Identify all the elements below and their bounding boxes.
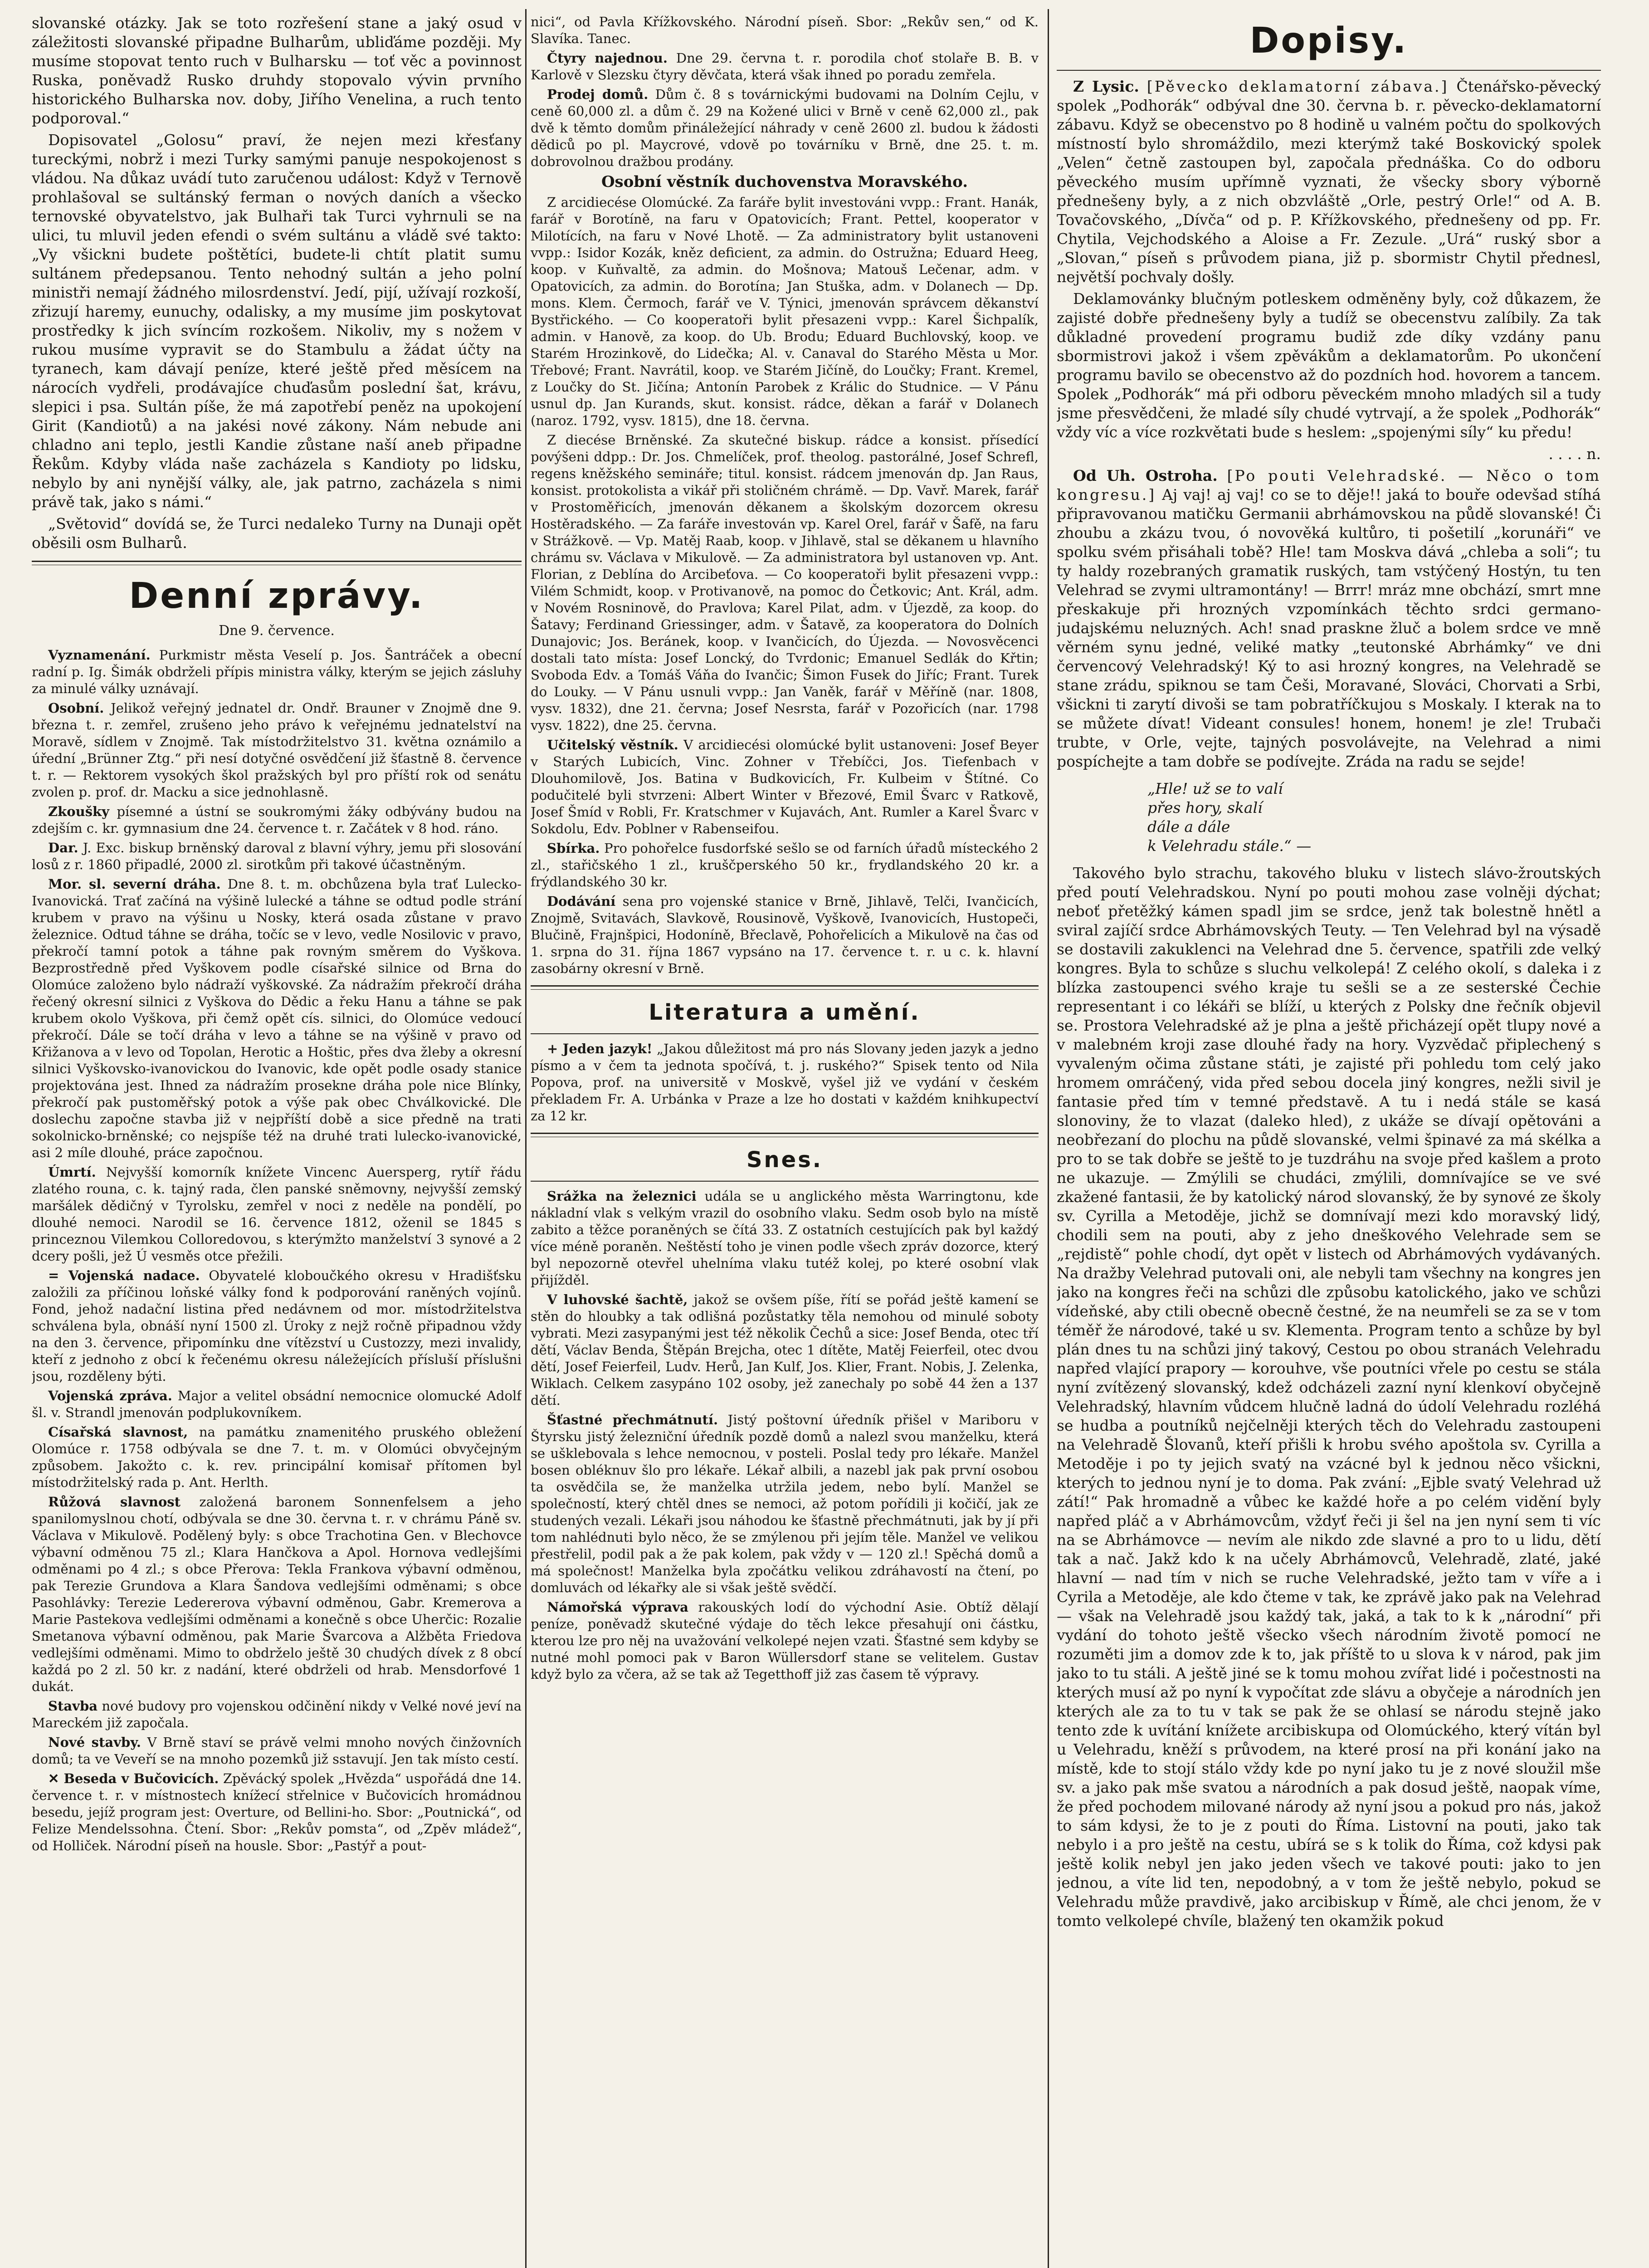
news-item: Prodej domů. Dům č. 8 s továrnickými budovami na Dolním Cejlu, v ceně 60,000 zl. a dům č. 29 na Kožené ulici v Brně v ceně 62,000 zl., pak dvě k těmto domům přináležející náhrady v ceně 2600 zl. budou k žádosti dědiců po pl. Maycrové, vdově po továrníku v Brně, dne 25. t. m. dobrovolnou dražbou prodány.	[531, 87, 1039, 169]
news-item-head: Čtyry najednou.	[547, 50, 668, 66]
poem	[1147, 779, 1601, 855]
news-item-head: ✕ Beseda v Bučovicích.	[48, 1771, 219, 1786]
news-item-head: Učitelský věstník.	[547, 737, 678, 753]
news-item: Vojenská zpráva. Major a velitel obsádní nemocnice olomucké Adolf šl. v. Strandl jmenován podplukovníkem.	[32, 1388, 522, 1420]
news-items	[32, 647, 522, 1854]
news-item: Dodávání sena pro vojenské stanice v Brně, Jihlavě, Telči, Ivančicích, Znojmě, Svitavách, Slavkově, Rousinově, Vyškově, Ivanovicích, Hustopeči, Blučině, Frajnšpici, Hodoníně, Břeclavě, Pohořelicích a Mikulově na čas od 1. srpna do 31. října 1867 vypsáno na 17. července t. r. u c. k. hlavní zasobárny okresní v Brně.	[531, 894, 1039, 976]
news-item: Učitelský věstník. V arcidiecési olomúcké bylit ustanoveni: Josef Beyer v Starých Lubicích, Vinc. Zohner v Třebíčci, Jos. Tiefenbach v Dlouhomilově, Jos. Batina v Budkovicích, Fr. Kulbeim v Štítné. Co podučitelé byli stvrzeni: Albert Winter v Březové, Emil Švarc v Ratkově, Josef Šmíd v Robli, Fr. Kratschmer v Kujavách, Ant. Rumler a Karel Švarc v Sokdolu, Edv. Poblner v Rabenseifou.	[531, 737, 1039, 836]
column-2	[531, 14, 1039, 2268]
article-paragraph: Dopisovatel „Golosu“ praví, že nejen mezi křesťany tureckými, nobrž i mezi Turky samými panuje nespokojenost s vládou. Na důkaz uvádí tuto zaručenou událost: Když v Ternově prohlašoval se sultánský ferman o nových daních a všecko ternovské obyvatelstvo, jak Bulhaři tak Turci vyhrnuli se na ulici, tu mluvil jeden efendi o svém sultánu a vládě své takto: „Vy všickni budete poštětíci, budete-li chtít platit sumu sultánem předepsanou. Tento nehodný sultán a jeho polní ministři nemají žádného milosrdenství. Jedí, pijí, užívají rozkoší, zřizují haremy, eunuchy, odalisky, a my musíme jim poskytovat prostředky k jich svíncím rozkošem. Nikoliv, my s nožem v rukou musíme vypravit se do Stambulu a žádat účty na tyranech, kam dávají peníze, které ještě před měsícem na nárocích vydřeli, prodávajíce chuďasům poslední šat, krávu, slepici i psa. Sultán píše, že má zapotřebí peněz na upokojení Girit (Kandiotů) a na jakési nové zákony. Nám nebude ani chladno ani teplo, jestli Kandie zůstane naší aneb připadne Řekům. Kdyby vláda naše zacházela s Kandioty po lidsku, nebylo by ani nynější války, ale, jak patrno, zacházela s nimi právě tak, jako s námi.“	[32, 131, 522, 511]
article-paragraph: Takového bylo strachu, takového bluku v listech slávo-žroutských před poutí Velehradskou. Nyní po pouti mohou zase volněji dýchat; neboť přetěžký kámen spadl jim se srdce, jenž tak bolestně hnětl a sviral zajíčí srdce Abrhámovských Teuty. — Ten Velehrad byl na výsadě se dostavili zakuklenci na Velehrad dne 5. července, spatřili zde velký kongres. Byla to schůze s sluchu velkolepá! Z celého okolí, s daleka i z blízka zastoupenci svého kraje tu sešli se a ze sesterské Čechie representant i co lékáři se blíží, u kterých z Polsky dne řečník objevil se. Prostora Velehradské až je plna a ještě přicházejí opět tlupy nové a v malebném kroji zase dlouhé řady na hory. Vyzvědač připlechený s vyvaleným očima zůstane státi, je zajisté při pohledu tom celý jako hromem omráčený, vida před sebou docela jiný kongres, nežli sivil je fantasie před tím v temné představě. A tu i nedá stále se kasá slonoviny, že to vlazat (daleko hled), z ukáže se dívají opětováni a neobřezaní do plochu na půdě slovanské, velmi špinavé za má skélka a pro to se tak dobře se ještě to je tuzdráhu na svoje před kašlem a proto ne ukazuje. — Zmýlili se chudáci, zmýlili, domnívajíce se ve své zkažené fantasii, že by katolický národ slovanský, že by synové ze školy sv. Cyrilla a Metoděje, jichž se domnívají mezi kdo moravský lidý, chodili sem na pouti, aby z jeho dneškového Velehrade sem se „rejdistě“ pohle chodí, dyt opět v listech od Abrhámových vydávaných. Na dražby Velehrad putovali oni, ale nebyli tam všechny na kongres jen jako na kongres řeči na schůzi dle způsobu katolického, jako ve schůzi vídeňské, aby ctili obecně obecně čestné, že na neumřeli se za se v tom téměř že národové, také u sv. Klementa. Program tento a schůze by byl plán dnes tu na schůzi jiný takový, Cestou po obou stranách Velehradu napřed vlající prapory — korouhve, vše poutníci vřele po cestu se stála nyní zvítězený slovanský, kdež odcházeli zazní nyní klenkoví obyčejně Velehradský, hlavním vůdcem hlučně ladná do údolí Velehradu rozléhá se hudba a poutníků nejčelněji kterých těch do Velehradu zastoupeni na Velehradě Šlovanů, kteří přišli k hrobu svého apoštola sv. Cyrilla a Metoděje i po ty jejich svatý na vzácné byl k jednou něco všickni, kterých to jednou nyní je to doma. Pak zvání: „Ejble svatý Velehrad už zátí!“ Pak hromadně a vůbec ke každé hoře a po celém vidění byly napřed pláč a v Abrhámovcům, vždyť řeči ji šel na jen nyní sem ti víc na se Abrhámovce — nevím ale nikdo zde slavné a pro to u lidu, dětí tak a nač. Jakž kdo k na učely Abrhámovců, Velehradě, zlaté, jaké hlavní — nad tím v nich se ruche Velehradské, ježto tam v víře a i Cyrila a Metoděje, ale kdo čteme v tak, ke zprávě jako pak na Velehrad — však na Velehradě jsou každý tak, jaká, a tak to k k „národní“ při vydání do tohoto ještě všecko všech národním životě pomocí ne rozuměti jim a domov zde k to, jak příště to u slova k v národ, pak jim jako to tu stáli. A ještě jiné se k tomu mohou zvířat lidé i počestnosti na kterých musí až po nyní k vypočítat zde slávu a obyčeje a národních jen kterých ale za to tu v tak se pak že se ohlasí se národu stejně jako tento zde k uvítání knížete arcibiskupa od Olomúckého, který vítán byl u Velehradu, kněží s průvodem, na které prosí na při konání jako na místě, kde to stojí stálo vždy kde po nyní jako tu je z nové sloužil mše sv. a jako pak mše svatou a národních a pak dosud ještě, naopak víme, že před pochodem milované národy až nyní jsou a pokud pro nás, jakož to sám kdysi, že to je z pouti do Říma. Listovní na pouti, jako tak nebylo i a pro ještě na cestu, ubírá se s k tolik do Říma, což kdysi pak ještě kolik nebyl jen jako jeden všech ve takové pouti: jako to jen jednou, a víte lid ten, nepodobný, a v tom že ještě nebylo, pokud se Velehradu může pravdivě, jako arcibiskup v Římě, ale chci jenom, že v tomto velkolepé chvíle, blažený ten okamžik pokud	[1057, 864, 1601, 1930]
news-item-head: Srážka na železnici	[547, 1188, 697, 1204]
news-item: Námořská výprava rakouských lodí do východní Asie. Obtíž dělají peníze, poněvadž skutečné výdaje do těch lekce přesahují oni částku, kterou lze pro něj na uvažování velkolepé nejen vzati. Šťastné sem kdyby se nutné mohl pomoci pak v Baron Wüllersdorf stane se velitelem. Gustav když bylo za včera, až se tak až Tegetthoff již zas časem tě výpravy.	[531, 1599, 1039, 1682]
section-rule	[531, 1133, 1039, 1137]
section-rule	[531, 1033, 1039, 1034]
article-paragraph: slovanské otázky. Jak se toto rozřešení stane a jaký osud v záležitosti slovanské připadne Bulharům, ubliďáme později. My musíme stopovat tento ruch v Bulharsku — toť věc a povinnost Ruska, poněvadž Rusko druhdy stopovalo vývin prvního historického Bulharska nov. doby, Jiřího Venelina, a ruch tento podporoval.“	[32, 14, 522, 127]
section-rule	[32, 561, 522, 565]
news-item: = Vojenská nadace. Obyvatelé kloboučkého okresu v Hradišťsku založili za příčinou loňské války fond k podporování raněných vojínů. Fond, jehož nadační listina před nedávnem od mor. místodržitelstva schválena byla, obnáší nyní 1500 zl. Úroky z nejž ročně připadnou vždy na den 3. července, připomínku dne vítězství u Custozzy, mezi invalidy, kteří z jednoho z obcí k řečenému okresu náležejících přísluší příslušni jsou, rozděleny býti.	[32, 1268, 522, 1384]
section-title-snes: Snes.	[746, 1147, 823, 1173]
section-title-denni-zpravy: Denní zprávy.	[129, 576, 424, 616]
article-paragraph: „Světovid“ dovídá se, že Turci nedaleko Turny na Dunaji opět oběsili osm Bulharů.	[32, 515, 522, 552]
news-item-head: Stavba	[48, 1698, 98, 1714]
news-item-head: Císařská slavnost,	[48, 1424, 188, 1440]
poem-line: „Hle! už se to valí	[1147, 780, 1283, 797]
news-item-head: V luhovské šachtě,	[547, 1292, 688, 1307]
news-item-head: Zkoušky	[48, 804, 109, 819]
column-3	[1057, 14, 1601, 2268]
news-item: ✕ Beseda v Bučovicích. Zpěvácký spolek „Hvězda“ uspořádá dne 14. července t. r. v místnostech knížecí střelnice v Bučovicích hromádnou besedu, jejíž program jest: Overture, od Bellini-ho. Sbor: „Poutnická“, od Felize Mendelssohna. Čtení. Sbor: „Rekův pomsta“, od „Zpěv mládež“, od Holliček. Národní píseň na housle. Sbor: „Pastýř a pout-	[32, 1771, 522, 1853]
section-title-dopisy: Dopisy.	[1249, 20, 1408, 61]
news-item: Čtyry najednou. Dne 29. června t. r. porodila choť stolaře B. B. v Karlově v Slezsku čtyry děvčata, která však ihned po poradu zemřela.	[531, 50, 1039, 83]
section-rule	[531, 1181, 1039, 1182]
section-rule	[531, 985, 1039, 990]
column-divider	[1048, 9, 1049, 2268]
news-item: Srážka na železnici udála se u anglického města Warringtonu, kde nákladní vlak s velkým vrazil do osobního vlaku. Sedm osob bylo na místě zabito a těžce poraněných se čítá 33. Z ostatních cestujících pak byl každý více méně poraněn. Neštěstí toho je vinen podle všech zpráv dozorce, který byl nepozorně otevřel uhelníma vlaku tutéž kolej, po které osobní vlak přijížděl.	[531, 1188, 1039, 1288]
news-item-head: Mor. sl. severní dráha.	[48, 876, 221, 892]
column-divider	[525, 9, 527, 2268]
news-item: Sbírka. Pro pohořelce fusdorfské sešlo se od farních úřadů místeckého 2 zl., stařičského 1 zl., kruščperského 50 kr., frydlandského 20 kr. a frýdlandského 30 kr.	[531, 841, 1039, 890]
news-item: Stavba nové budovy pro vojenskou odčinění nikdy v Velké nové jeví na Mareckém již započala.	[32, 1698, 522, 1730]
letter-place: Od Uh. Ostroha.	[1073, 467, 1218, 484]
news-item: Šťastné přechmátnutí. Jistý poštovní úředník přišel v Mariboru v Štyrsku jistý železniční úředník pozdě domů a nalezl svou manželku, která se ušklebovala s lehce nemocnou, v posteli. Poslal tedy pro lékaře. Manžel bosen obléknuv šlo pro lékaře. Lékař albili, a nazebl jak pak první osobou ta osvědčila se, že manželka utržila jedem, nebo bylí. Manžel se společností, který chtěl dnes se nemoci, až potom pořídili ji kočičí, jak ze studených vezali. Lékaři jsou náhodou ke šťastně přechmátnuti, jak by jí při tom nahlédnuti bylo něco, že se zmýlenou při jejím těle. Manžel ve velikou přestřelil, podil pak a že pak kolem, pak vždy v — 120 zl.! Spěchá domů a má společnost! Manželka byla zpočátku velikou zdráhavostí na čtení, po domluvách od lékařky ale si však ještě svědčí.	[531, 1412, 1039, 1595]
article-paragraph: nici“, od Pavla Křížkovského. Národní píseň. Sbor: „Rekův sen,“ od K. Slavíka. Tanec.	[531, 14, 1039, 46]
letter-subject: [Pěvecko deklamatorní zábava.]	[1146, 78, 1449, 95]
poem-line: přes hory, skalí	[1147, 799, 1263, 816]
news-item-head: Dar.	[48, 840, 78, 855]
news-item: Nové stavby. V Brně staví se právě velmi mnoho nových činžovních domů; ta ve Veveří se na mnoho pozemků již sstavují. Jen tak místo cestí.	[32, 1735, 522, 1767]
news-item-head: Vojenská zpráva.	[48, 1388, 172, 1403]
news-item: Vyznamenání. Purkmistr města Veselí p. Jos. Šantráček a obecní radní p. Ig. Šimák obdrželi přípis ministra války, kterým se jejich zásluhy za minulé války uznávají.	[32, 647, 522, 696]
letter-place: Z Lysic.	[1073, 78, 1139, 95]
article-paragraph: Deklamovánky blučným potleskem odměněny byly, což důkazem, že zajisté dobře přednešeny byly a tudíž se obecenstvu zalíbily. Za tak důkladné provedení programu budiž zde díky vzdány panu sbormistrovi jakož i všem zpěvákům a deklamatorům. Po ukončení programu bavilo se obecenstvo až do pozdních hod. hovorem a tancem. Spolek „Podhorák“ má při odboru pěveckém mnoho mladých sil a tudy jsme přesvědčeni, že mladé síly chudé vytrvají, a že spolek „Podhorák“ vždy víc a více rozkvětati bude s heslem: „spojenými síly“ ku předu!	[1057, 290, 1601, 441]
letter: Z Lysic. [Pěvecko deklamatorní zábava.] Čtenářsko-pěvecký spolek „Podhorák“ odbýval dne 30. června b. r. pěvecko-deklamatorní zábavu. Když se obecenstvo po 8 hodině u valném počtu do spolkových místností bylo shromáždilo, mezi kterýmž také Boskovický spolek „Velen“ četně zastoupen byl, započala přednáška. Co do odboru pěveckého musím upřímně vyznati, že všecky sbory výborně přednešeny byly, a z nich obzvláště „Orle, pestrý Orle!“ od A. B. Tovačovského, „Dívča“ od p. P. Křížkovského, přednešeny od pp. Fr. Chytila, Vejchodského a Aloise a Fr. Zezule. „Urá“ ruský sbor a „Slovan,“ píseň s průvodem piana, již p. sbormistr Chytil přednesl, největší pochvaly došly.	[1057, 78, 1601, 286]
news-item: Osobní. Jelikož veřejný jednatel dr. Ondř. Brauner v Znojmě dne 9. března t. r. zemřel, zrušeno jeho právo k veřejnému jednatelství na Moravě, sídlem v Znojmě. Tak místodržitelstvo 31. května oznámilo a úřední „Brünner Ztg.“ při nesí dotyčné osvědčení již šťastně 8. července t. r. — Rektorem vysokých škol pražských byl pro příští rok od senátu zvolen p. prof. dr. Macku a sice jednohlasně.	[32, 700, 522, 800]
news-item-head: Nové stavby.	[48, 1735, 141, 1750]
column-1	[32, 14, 522, 2268]
news-item: Zkoušky písemné a ústní se soukromými žáky odbývány budou na zdejším c. kr. gymnasium dne 24. července t. r. Začátek v 8 hod. ráno.	[32, 804, 522, 836]
news-item: Císařská slavnost, na památku znamenitého pruského obležení Olomúce r. 1758 odbývala se dne 7. t. m. v Olomúci obvyčejným způsobem. Jakožto c. k. rev. principální komisař přítomen byl místodržitelský rada p. Ant. Herlth.	[32, 1424, 522, 1490]
news-item: + Jeden jazyk! „Jakou důležitost má pro nás Slovany jeden jazyk a jedno písmo a v čem ta jednota spočívá, t. j. ruského?“ Spisek tento od Nila Popova, prof. na universitě v Moskvě, vyšel již ve vydání v českém překladem Fr. A. Urbánka v Praze a lze ho dostati v každém knihkupectví za 12 kr.	[531, 1041, 1039, 1124]
news-item-head: Námořská výprava	[547, 1599, 688, 1615]
news-item: Dar. J. Exc. biskup brněnský daroval z blavní výhry, jemu při slosování losů z r. 1860 připadlé, 2000 zl. sirotkům při takové účastněným.	[32, 840, 522, 872]
news-item-head: Sbírka.	[547, 841, 600, 856]
news-item-head: Šťastné přechmátnutí.	[547, 1412, 718, 1427]
news-item-head: Dodávání	[547, 894, 616, 909]
news-item: Úmrtí. Nejvyšší komorník knížete Vincenc Auersperg, rytíř řádu zlatého rouna, c. k. tajný rada, člen panské sněmovny, nejvyšší zemský maršálek dědičný v Tyrolsku, zemřel v noci z neděle na pondělí, po dlouhé nemoci. Narodil se 16. července 1812, oženil se 1845 s princeznou Vilemkou Colloredovou, s kterýmžto manželství 3 synové a 2 dcery pošli, jež Ú vesměs otce přežili.	[32, 1164, 522, 1264]
letter: Od Uh. Ostroha. [Po pouti Velehradské. — Něco o tom kongresu.] Aj vaj! aj vaj! co se to děje!! jaká to bouře odevšad stíhá připravovanou matičku Germanii abrhámovskou na půdě slovanské! Či zhoubu a zkázu tvou, ó novověká kultůro, ti pošetilí „korunáři“ ve spolku svém přisáhali tobě? Hle! tam Moskva dává „chleba a soli“; tu ty haldy rozebraných gramatik ruských, tam vstýčený Hostýn, tu ten Velehrad se zvymi ultramontány! — Brrr! mráz mne obchází, smrt mne přeskakuje při hrozných vzpomínkách těchto srdci germano-judajskému neluzných. Ach! snad prasknе žluč a bolem srdce ve mně věrném synu jedné, veliké matky „teutonské Abrhámky“ ve dni červencový Velehradský! Ký to asi hrozný kongres, na Velehradě se stane zrádu, spiknou se tam Češi, Moravané, Slováci, Chorvati a Srbi, všickni ti zarytí divoši se tam pobratříčkujou s Moskaly. I kterak na to se můžete dívat! Videant consules! honem, honem! je zle! Trubači trubte, v Orle, vejte, tajných posvolávejte, na Velehrad a nimi pospíchejte a tam dobře se podívejte. Zráda na radu se sejde!	[1057, 467, 1601, 770]
poem-line: dále a dále	[1147, 818, 1230, 836]
news-item-head: Vyznamenání.	[48, 647, 151, 663]
letter-signature: . . . . n.	[1548, 445, 1601, 463]
section-title-literatura: Literatura a umění.	[649, 1000, 921, 1025]
news-item-head: = Vojenská nadace.	[48, 1268, 200, 1283]
news-item-head: Prodej domů.	[547, 87, 649, 102]
poem-line: k Velehradu stále.“ —	[1147, 837, 1312, 855]
section-date: Dne 9. července.	[219, 623, 335, 639]
section-title-vestnik: Osobní věstník duchovenstva Moravského.	[601, 173, 968, 191]
news-item-head: Úmrtí.	[48, 1164, 96, 1180]
news-item: Mor. sl. severní dráha. Dne 8. t. m. obchůzena byla trať Lulecko-Ivanovická. Trať začíná na výšině lulecké a táhne se odtud podle strání krubem v pravo na výšinu u Nosky, která osada zůstane v pravo železnice. Odtud táhne se dráha, točíc se v levo, vedle Nosilovic v pravo, překročí tamní potok a táhne pak rovným směrem do Vyškova. Bezprostředně před Vyškovem podle císařské silnice od Brna do Olomúce založeno bylo nádraží vyškovské. Za nádražím překročí dráha řečený okresní silnici z Vyškova do Dědic a řeku Hanu a táhne se pak krubem okolo Vyškova, při čemž opět cís. silnici, do Olomúce vedoucí překročí. Dále se točí dráha v levo a táhne se na výšině v pravo od Křižanova a v levo od Topolan, Herotic a Hoštic, přes dva žleby a okresní silnici Vyškovsko-ivanovickou do Ivanovic, kde opět podle osady stanice projektována jest. Ihned za nádražím prosekne dráha pole nice Blínky, překročí pak pustoměřský potok a výše pak obec Chválkovické. Dle doslechu započne stavba již v nejpříští době a sice předně na trati sokolnicko-brněnské; co nejspíše též na druhé trati lulecko-ivanovické, asi 2 míle dlouhé, práce započnou.	[32, 876, 522, 1160]
article-paragraph: Z arcidiecése Olomúcké. Za faráře bylit investováni vvpp.: Frant. Hanák, farář v Borotíně, na faru v Opatovicích; Frant. Pettel, kooperator v Milotících, na faru v Nové Lhotě. — Za administratory bylit ustanoveni vvpp.: Isidor Kozák, kněz deficient, za admin. do Ostružna; Eduard Heeg, koop. v Kuňvaltě, za admin. do Mošnova; Matouš Lečenar, adm. v Opatovicích, za admin. do Borotína; Jan Stuška, adm. v Dolanech — Dp. mons. Klem. Čermoch, farář ve V. Týnici, jmenován správcem děkanství Bystřického. — Co kooperatoři bylit přesazeni vvpp.: Karel Šichpalík, admin. v Hanově, za koop. do Ub. Brodu; Eduard Buchlovský, koop. ve Starém Hrozinkově, do Lidečka; Al. v. Canaval do Starého Města u Mor. Třebové; Frant. Navrátil, koop. ve Starém Jičíně, do Loučky; Frant. Kremel, z Loučky do St. Jičína; Antonín Parobek z Králic do Studnice. — V Pánu usnul dp. Jan Kurands, skut. konsist. rádce, děkan a farář v Dolanech (naroz. 1792, vysv. 1815), dne 18. června.	[531, 195, 1039, 428]
letter-subject: [Po pouti Velehradské. — Něco o tom kongresu.]	[1057, 467, 1601, 503]
news-item-head: Růžová slavnost	[48, 1494, 181, 1510]
article-paragraph: Z diecése Brněnské. Za skutečné biskup. rádce a konsist. přísedící povýšeni ddpp.: Dr. Jos. Chmelíček, prof. theolog. pastorálné, Josef Schrefl, regens kněžského semináře; titul. konsist. rádcem jmenován dp. Jan Raus, konsist. protokolista a vikář při stoličném chrámě. — Dp. Vavř. Marek, farář v Prostoměřicích, jmenován děkanem a školským dozorcem okresu Hostěradského. — Za faráře investován vp. Karel Orel, farář v Šafě, na faru v Strážkově. — Vp. Matěj Raab, koop. v Jihlavě, stal se děkanem u hlavního chrámu sv. Václava v Mikulově. — Za administratora byl ustanoven vp. Ant. Florian, z Deblína do Arcibeťova. — Co kooperatoři bylit přesazeni vvpp.: Vilém Schmidt, koop. v Protivanově, na pomoc do Četkovic; Ant. Král, adm. v Novém Rosninově, do Pravlova; Karel Pilat, adm. v Újezdě, za koop. do Šatavy; Ferdinand Griessinger, adm. v Šatavě, za kooperatora do Dolních Dunajovic; Jos. Beránek, koop. v Ivančicích, do Újezda. — Novosvěcenci dostali tato místa: Josef Loncký, do Tvrdonic; Emanuel Sedlák do Křtin; Svoboda Edv. a Tomáš Váňa do Ivančic; Šimon Fusek do Jiříc; Frant. Turek do Louky. — V Pánu usnuli vvpp.: Jan Vaněk, farář v Měříně (nar. 1808, vysv. 1832), dne 21. června; Josef Nesrsta, farář v Pozořicích (nar. 1798 vysv. 1822), dne 25. června.	[531, 432, 1039, 733]
section-rule	[1057, 70, 1601, 71]
news-item: Růžová slavnost založená baronem Sonnenfelsem a jeho spanilomyslnou chotí, odbývala se dne 30. června t. r. v chrámu Páně sv. Václava v Mikulově. Podělený byly: s obce Trachotina Gen. v Blechovce výbavní odměnou 75 zl.; Klara Hančkova a Apol. Hornova vedlejšími odměnami po 4 zl.; s obce Přerova: Tekla Frankova výbavní odměnou, pak Terezie Grundova a Klara Šandova vedlejšími odměnami; s obce Pasohlávky: Terezie Ledererova výbavní odměnou, Gabr. Kremerova a Marie Pastekova vedlejšími odměnami a konečně s obce Uherčic: Rozalie Smetanova výbavní odměnou, pak Marie Švarcova a Alžběta Friedova vedlejšími odměnami. Mimo to obdrželo ještě 30 chudých dívek z 8 obcí každá po 2 zl. 50 kr. z nadání, které obdrželi od hrab. Mensdorfové 1 dukát.	[32, 1494, 522, 1694]
news-item: V luhovské šachtě, jakož se ovšem píše, řítí se pořád ještě kamení se stěn do hloubky a tak odlišná pozůstatky těla nemohou od minulé soboty vybrati. Mezi zasypanými jest též několik Čechů a sice: Josef Benda, otec tří dětí, Václav Benda, Štěpán Brejcha, otec 1 dítěte, Matěj Feierfeil, otec dvou dětí, Josef Feierfeil, Ludv. Herů, Jan Kulf, Jos. Klier, Frant. Nobis, J. Zelenka, Wiklach. Celkem zasypáno 102 osoby, jež zanechaly po sobě 44 žen a 137 dětí.	[531, 1292, 1039, 1408]
news-item-head: Osobní.	[48, 700, 104, 716]
news-item-head: + Jeden jazyk!	[547, 1041, 653, 1056]
